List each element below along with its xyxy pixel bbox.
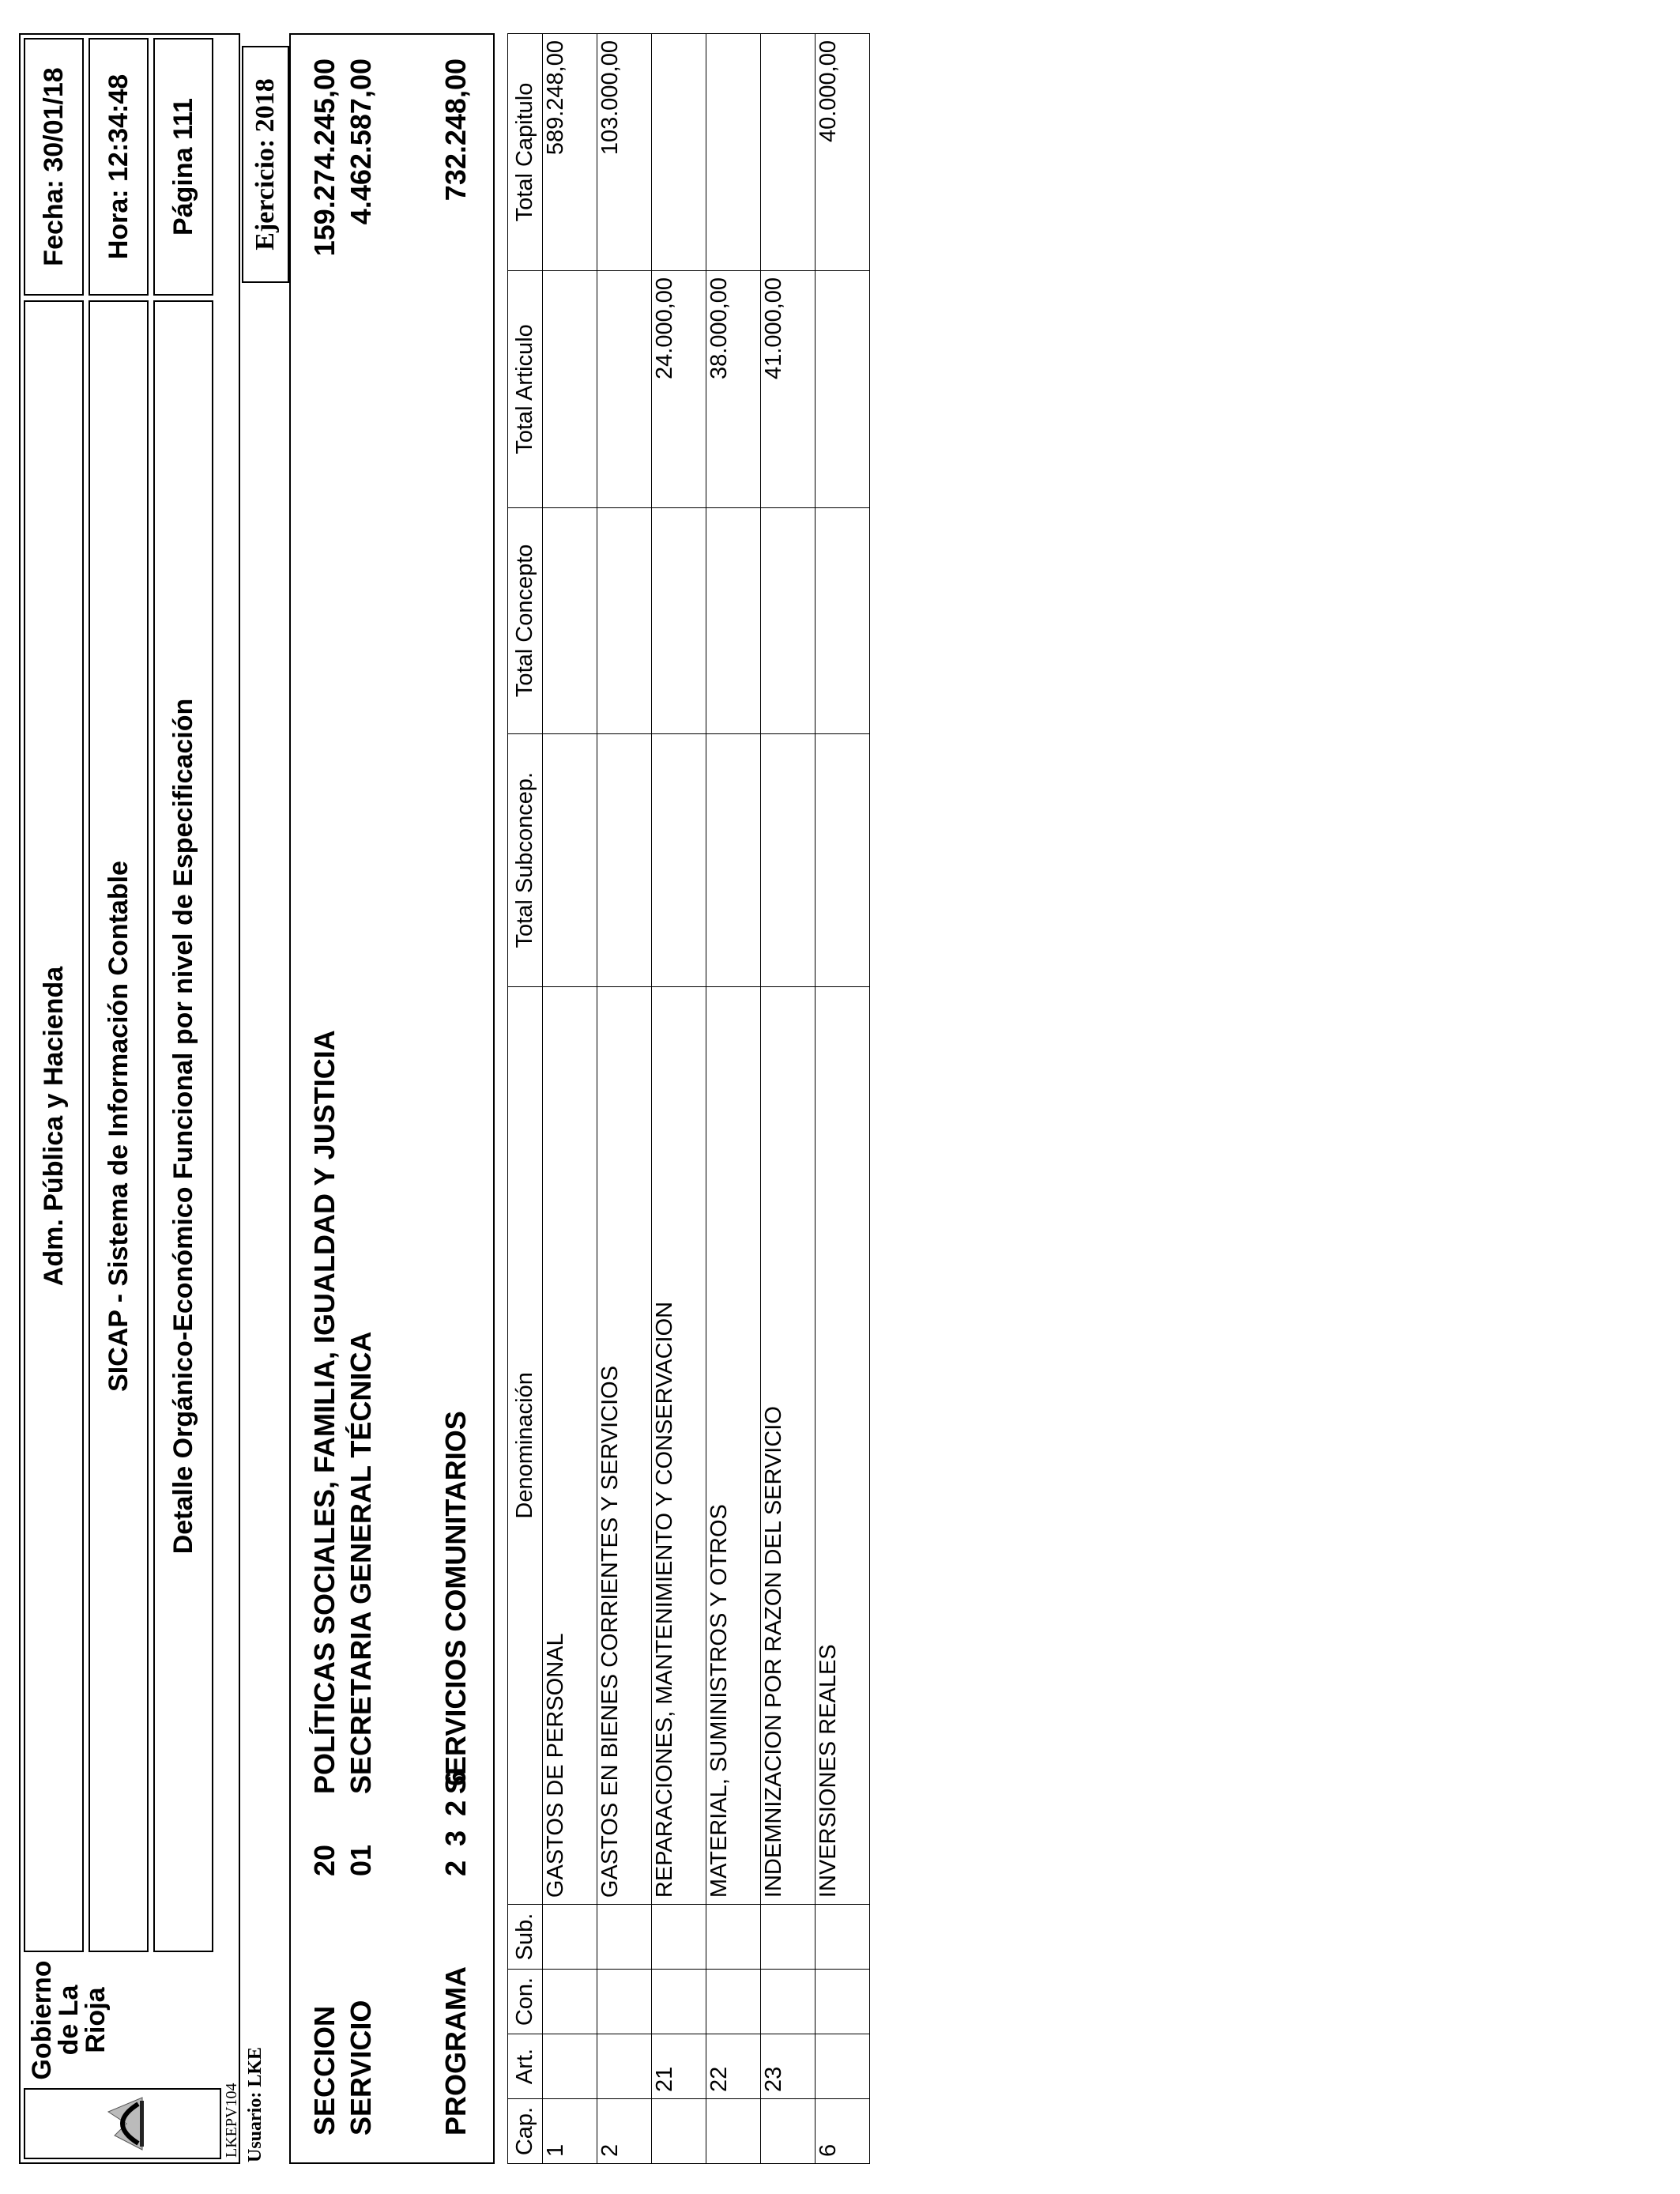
col-header-cap: Cap. [508, 2099, 543, 2164]
cell-denominacion: MATERIAL, SUMINISTROS Y OTROS [706, 986, 761, 1904]
cell-total-capitulo: 589.248,00 [543, 34, 597, 271]
cell-sub [597, 1905, 652, 1970]
cell-con [543, 1970, 597, 2034]
org-name [28, 1957, 109, 2083]
cell-total-concepto [652, 507, 706, 733]
table-row [597, 34, 652, 2164]
cell-denominacion: GASTOS EN BIENES CORRIENTES Y SERVICIOS [597, 986, 652, 1904]
cell-art: 21 [652, 2034, 706, 2099]
cell-denominacion: INDEMNIZACION POR RAZON DEL SERVICIO [761, 986, 816, 1904]
cell-total-articulo [543, 270, 597, 507]
org-line-3: Rioja [81, 1987, 111, 2053]
cell-total-articulo [597, 270, 652, 507]
cell-total-articulo: 24.000,00 [652, 270, 706, 507]
cell-total-capitulo: 103.000,00 [597, 34, 652, 271]
header-title-1: Adm. Pública y Hacienda [38, 966, 69, 1287]
title-box-1 [24, 300, 84, 1952]
cell-sub [652, 1905, 706, 1970]
servicio-label: SERVICIO [345, 2000, 377, 2136]
cell-art [816, 2034, 870, 2099]
table-row [761, 34, 816, 2164]
cell-cap [652, 2099, 706, 2164]
programa-code: 2 3 2 6 [439, 1766, 472, 1876]
servicio-total: 4.462.587,00 [345, 58, 377, 225]
cell-sub [543, 1905, 597, 1970]
government-logo-icon [99, 2096, 146, 2151]
cell-total-capitulo [761, 34, 816, 271]
cell-total-capitulo [652, 34, 706, 271]
cell-sub [761, 1905, 816, 1970]
cell-con [706, 1970, 761, 2034]
header-title-2: SICAP - Sistema de Información Contable [103, 861, 134, 1392]
programa-label: PROGRAMA [439, 1966, 472, 2136]
cell-sub [816, 1905, 870, 1970]
cell-total-articulo [816, 270, 870, 507]
cell-total-concepto [706, 507, 761, 733]
seccion-name: POLÍTICAS SOCIALES, FAMILIA, IGUALDAD Y JUSTICIA [308, 1030, 341, 1794]
page-number: Página 111 [168, 98, 198, 236]
cell-total-concepto [597, 507, 652, 733]
date-box [24, 38, 84, 296]
cell-total-concepto [761, 507, 816, 733]
seccion-total: 159.274.245,00 [308, 58, 341, 257]
cell-total-subconcepto [652, 733, 706, 986]
cell-sub [706, 1905, 761, 1970]
servicio-name: SECRETARIA GENERAL TÉCNICA [345, 1331, 377, 1794]
cell-art: 22 [706, 2034, 761, 2099]
logo-code: LKEPV104 [223, 2083, 240, 2158]
seccion-code: 20 [308, 1844, 341, 1876]
cell-denominacion: GASTOS DE PERSONAL [543, 986, 597, 1904]
cell-con [816, 1970, 870, 2034]
cell-total-articulo: 38.000,00 [706, 270, 761, 507]
cell-cap: 1 [543, 2099, 597, 2164]
cell-total-subconcepto [543, 733, 597, 986]
time-box [89, 38, 149, 296]
fiscal-year: Ejercicio: 2018 [250, 78, 280, 251]
servicio-code: 01 [345, 1844, 377, 1876]
cell-cap: 2 [597, 2099, 652, 2164]
cell-total-subconcepto [597, 733, 652, 986]
cell-denominacion: INVERSIONES REALES [816, 986, 870, 1904]
cell-denominacion: REPARACIONES, MANTENIMIENTO Y CONSERVACION [652, 986, 706, 1904]
table-row [543, 34, 597, 2164]
cell-total-subconcepto [761, 733, 816, 986]
cell-cap [706, 2099, 761, 2164]
table-row [652, 34, 706, 2164]
org-line-1: Gobierno [27, 1960, 57, 2080]
cell-art [597, 2034, 652, 2099]
title-box-3 [153, 300, 213, 1952]
budget-detail-table [507, 33, 870, 2164]
programa-name: SERVICIOS COMUNITARIOS [439, 1411, 472, 1794]
cell-total-subconcepto [706, 733, 761, 986]
cell-con [761, 1970, 816, 2034]
cell-art: 23 [761, 2034, 816, 2099]
report-time: Hora: 12:34:48 [103, 74, 134, 260]
table-header-row [508, 34, 543, 2164]
cell-art [543, 2034, 597, 2099]
table-row [706, 34, 761, 2164]
page-box [153, 38, 213, 296]
cell-total-concepto [543, 507, 597, 733]
programa-total: 732.248,00 [439, 58, 472, 202]
user-label: Usuario: LKE [245, 2046, 266, 2162]
logo-box [24, 2088, 221, 2159]
report-date: Fecha: 30/01/18 [38, 67, 69, 266]
cell-cap: 6 [816, 2099, 870, 2164]
col-header-total-articulo: Total Articulo [508, 270, 543, 507]
col-header-con: Con. [508, 1970, 543, 2034]
header-title-3: Detalle Orgánico-Económico Funcional por nivel de Especificación [168, 698, 198, 1555]
cell-total-capitulo [706, 34, 761, 271]
col-header-art: Art. [508, 2034, 543, 2099]
table-row [816, 34, 870, 2164]
col-header-sub: Sub. [508, 1905, 543, 1970]
cell-total-capitulo: 40.000,00 [816, 34, 870, 271]
col-header-denominacion: Denominación [508, 986, 543, 1904]
org-line-2: de La [54, 1985, 84, 2056]
cell-total-articulo: 41.000,00 [761, 270, 816, 507]
cell-total-concepto [816, 507, 870, 733]
fiscal-year-box [242, 46, 289, 283]
cell-cap [761, 2099, 816, 2164]
cell-con [652, 1970, 706, 2034]
seccion-label: SECCION [308, 2005, 341, 2136]
col-header-total-concepto: Total Concepto [508, 507, 543, 733]
col-header-total-subconcepto: Total Subconcep. [508, 733, 543, 986]
cell-total-subconcepto [816, 733, 870, 986]
col-header-total-capitulo: Total Capitulo [508, 34, 543, 271]
title-box-2 [89, 300, 149, 1952]
cell-con [597, 1970, 652, 2034]
